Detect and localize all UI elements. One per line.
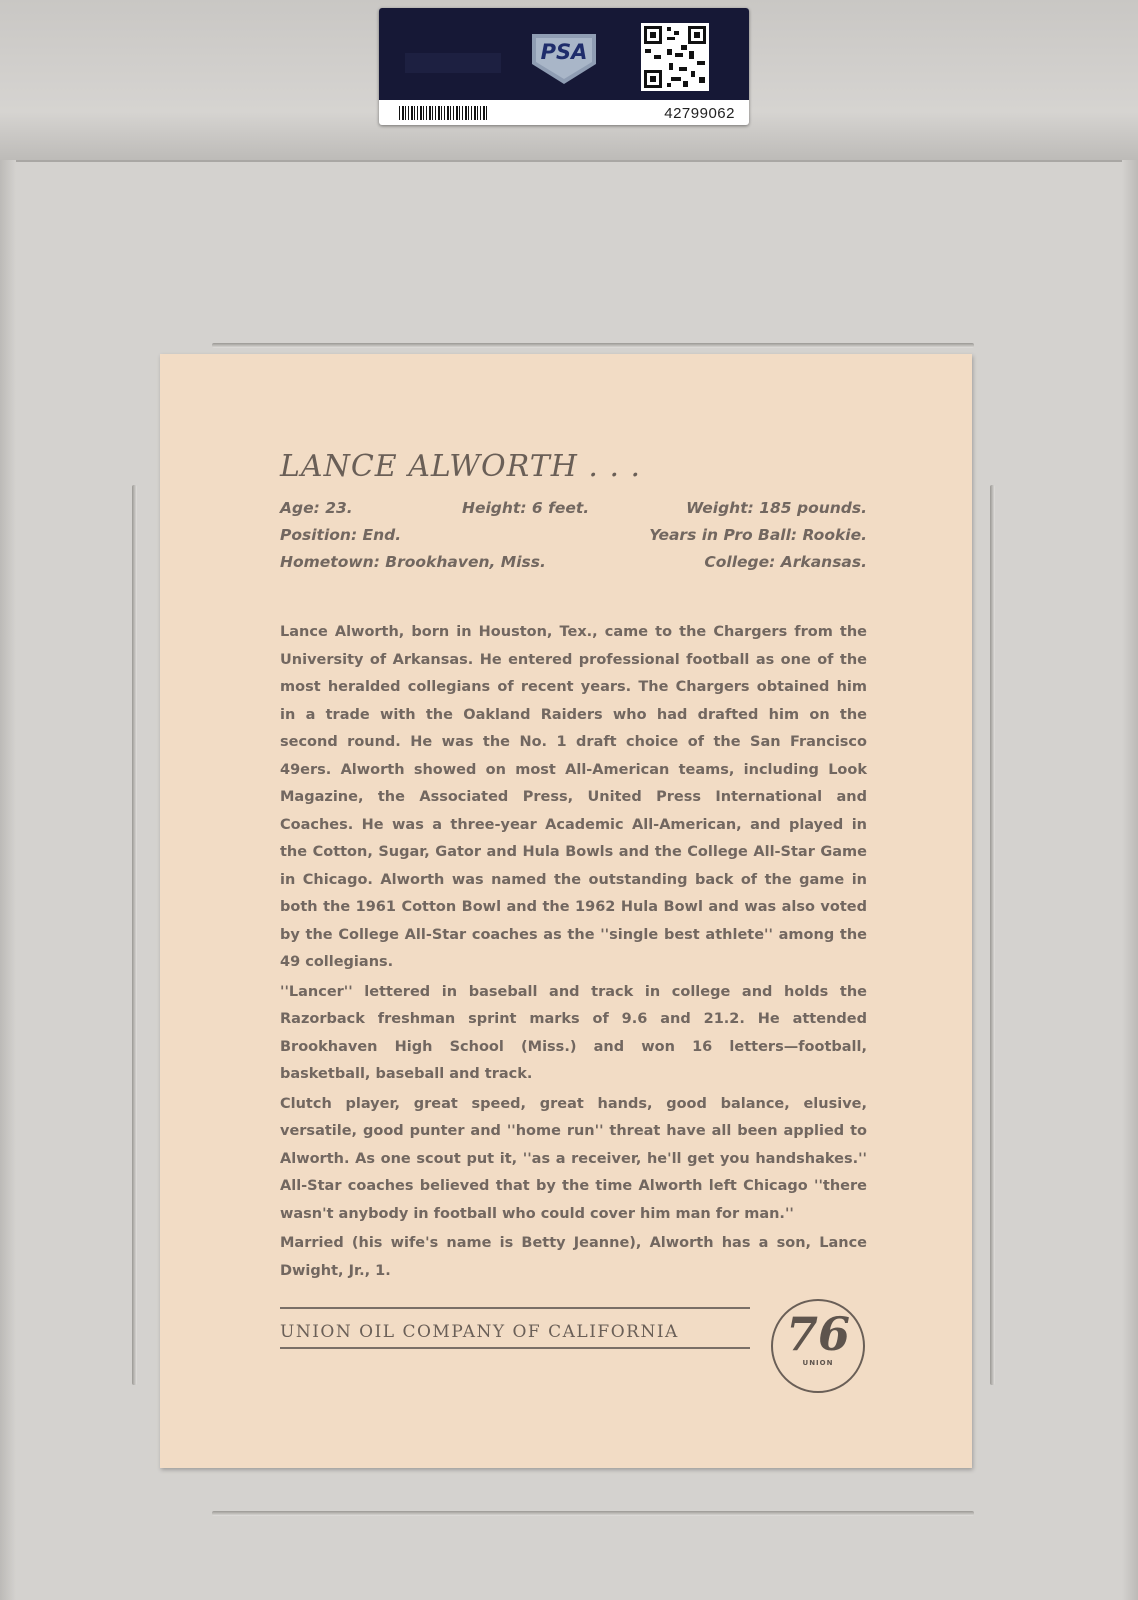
holder-rail-bottom: [212, 1511, 974, 1516]
psa-logo-icon: [526, 28, 602, 88]
holder-rail-top: [212, 343, 974, 348]
stat-age: Age: 23.: [280, 499, 353, 517]
bio-paragraph: Married (his wife's name is Betty Jeanne), Alworth has a son, Lance Dwight, Jr., 1.: [280, 1235, 867, 1279]
stat-college: College: Arkansas.: [704, 553, 867, 571]
trading-card-back: [160, 354, 972, 1468]
label-redacted-text: [405, 53, 501, 73]
bio-paragraph: ''Lancer'' lettered in baseball and track in college and holds the Razorback freshman sprint marks of 9.6 and 21.2. He attended Brookhaven High School (Miss.) and won 16 letters—football, basketball, baseball and track.: [280, 983, 867, 1082]
barcode-icon: [399, 106, 489, 120]
stat-years-pro: Years in Pro Ball: Rookie.: [649, 526, 867, 544]
slab-left-edge: [0, 160, 16, 1600]
qr-code-icon: [641, 23, 709, 91]
footer-rule-bottom: [280, 1347, 750, 1349]
cert-number: 42799062: [664, 105, 735, 122]
bio-paragraph: Lance Alworth, born in Houston, Tex., came to the Chargers from the University of Arkansas. He entered professional football as one of the most heralded collegians of recent years. The Chargers obtained him in a trade with the Oakland Raiders who had drafted him on the second round. He was the No. 1 draft choice of the San Francisco 49ers. Alworth showed on most All-American teams, including Look Magazine, the Associated Press, United Press International and Coaches. He was a three-year Academic All-American, and played in the Cotton, Sugar, Gator and Hula Bowls and the College All-Star Game in Chicago. Alworth was named the outstanding back of the game in both the 1961 Cotton Bowl and the 1962 Hula Bowl and was also voted by the College All-Star coaches as the ''single best athlete'' among the 49 collegians.: [280, 624, 867, 970]
psa-logo-text: PSA: [540, 40, 588, 64]
holder-rail-left: [132, 485, 137, 1385]
biography: [280, 619, 867, 1287]
bio-paragraph: Clutch player, great speed, great hands, good balance, elusive, versatile, good punter and ''home run'' threat have all been applied to Alworth. As one scout put it, ''as a receiver, he'll get you handshakes.'' All-Star coaches believed that by the time Alworth left Chicago ''there wasn't anybody in football who could cover him man for man.'': [280, 1095, 867, 1222]
union-76-logo: [771, 1299, 865, 1393]
company-name: UNION OIL COMPANY OF CALIFORNIA: [280, 1322, 679, 1342]
stat-height: Height: 6 feet.: [462, 499, 590, 517]
holder-rail-right: [990, 485, 995, 1385]
stat-weight: Weight: 185 pounds.: [686, 499, 867, 517]
stat-position: Position: End.: [280, 526, 402, 544]
footer-rule-top: [280, 1307, 750, 1309]
slab-right-edge: [1122, 160, 1138, 1600]
player-name-title: LANCE ALWORTH . . .: [280, 449, 642, 484]
stat-hometown: Hometown: Brookhaven, Miss.: [280, 553, 546, 571]
logo-word: UNION: [802, 1359, 834, 1367]
logo-number: 76: [785, 1307, 850, 1361]
label-header: [379, 8, 749, 100]
grading-label: [379, 8, 749, 125]
